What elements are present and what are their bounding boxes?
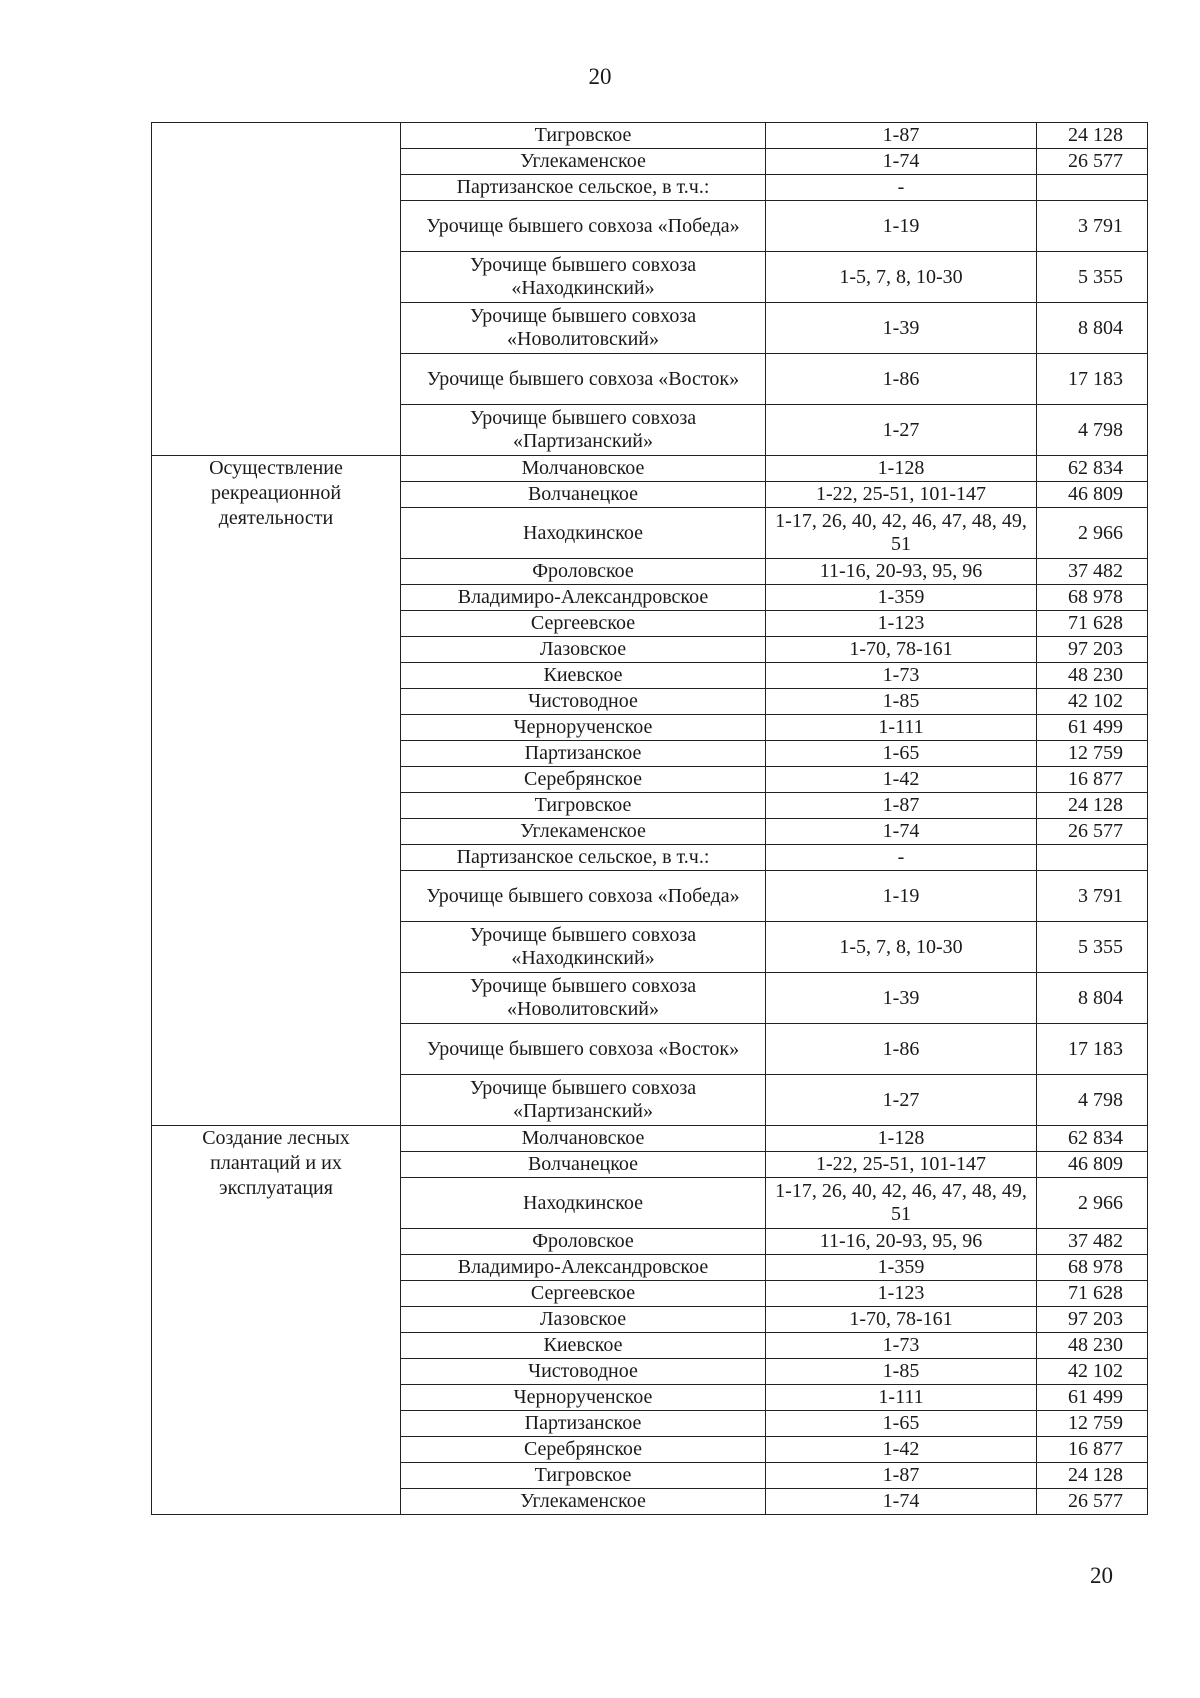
area-cell: 17 183 (1037, 354, 1148, 405)
quarter-numbers-cell: 1-22, 25-51, 101-147 (766, 1152, 1037, 1178)
forestry-name-cell: Урочище бывшего совхоза «Партизанский» (401, 405, 766, 456)
forestry-name-cell: Находкинское (401, 1178, 766, 1229)
area-cell: 48 230 (1037, 1333, 1148, 1359)
quarter-numbers-cell: 1-73 (766, 1333, 1037, 1359)
quarter-numbers-cell: 1-27 (766, 1075, 1037, 1126)
area-cell: 46 809 (1037, 1152, 1148, 1178)
quarter-numbers-cell: 1-17, 26, 40, 42, 46, 47, 48, 49, 51 (766, 508, 1037, 559)
area-cell: 97 203 (1037, 637, 1148, 663)
forestry-name-cell: Волчанецкое (401, 1152, 766, 1178)
forestry-name-cell: Чернорученское (401, 715, 766, 741)
forestry-name-cell: Урочище бывшего совхоза «Победа» (401, 871, 766, 922)
quarter-numbers-cell: 1-19 (766, 201, 1037, 252)
forestry-name-cell: Киевское (401, 663, 766, 689)
forestry-name-cell: Фроловское (401, 559, 766, 585)
quarter-numbers-cell: 1-359 (766, 585, 1037, 611)
forestry-name-cell: Урочище бывшего совхоза «Восток» (401, 354, 766, 405)
quarter-numbers-cell: 1-27 (766, 405, 1037, 456)
area-cell: 8 804 (1037, 303, 1148, 354)
area-cell: 12 759 (1037, 1411, 1148, 1437)
quarter-numbers-cell: 1-19 (766, 871, 1037, 922)
table-row (152, 1126, 1148, 1152)
quarter-numbers-cell: 1-123 (766, 611, 1037, 637)
area-cell: 4 798 (1037, 1075, 1148, 1126)
forestry-name-cell: Фроловское (401, 1229, 766, 1255)
quarter-numbers-cell: 1-39 (766, 973, 1037, 1024)
forestry-name-cell: Лазовское (401, 637, 766, 663)
area-cell: 17 183 (1037, 1024, 1148, 1075)
activity-type-cell (152, 456, 401, 1126)
area-cell: 2 966 (1037, 1178, 1148, 1229)
area-cell: 4 798 (1037, 405, 1148, 456)
area-cell: 8 804 (1037, 973, 1148, 1024)
table-row (152, 123, 1148, 149)
forestry-name-cell: Чистоводное (401, 1359, 766, 1385)
activity-type-label: Создание лесных плантаций и их эксплуатация (202, 1127, 350, 1199)
forestry-name-cell: Тигровское (401, 793, 766, 819)
quarter-numbers-cell: 1-128 (766, 1126, 1037, 1152)
forestry-name-cell: Тигровское (401, 123, 766, 149)
forestry-name-cell: Лазовское (401, 1307, 766, 1333)
forestry-name-cell: Урочище бывшего совхоза «Партизанский» (401, 1075, 766, 1126)
area-cell: 42 102 (1037, 1359, 1148, 1385)
forestry-name-cell: Партизанское сельское, в т.ч.: (401, 175, 766, 201)
area-cell (1037, 845, 1148, 871)
quarter-numbers-cell: 1-17, 26, 40, 42, 46, 47, 48, 49, 51 (766, 1178, 1037, 1229)
forestry-name-cell: Чернорученское (401, 1385, 766, 1411)
area-cell: 48 230 (1037, 663, 1148, 689)
forestry-name-cell: Сергеевское (401, 1281, 766, 1307)
quarter-numbers-cell: 1-111 (766, 1385, 1037, 1411)
quarter-numbers-cell: 1-85 (766, 1359, 1037, 1385)
quarter-numbers-cell: 1-70, 78-161 (766, 637, 1037, 663)
activity-type-label: Осуществление рекреационной деятельности (209, 457, 343, 529)
forestry-name-cell: Молчановское (401, 1126, 766, 1152)
forestry-name-cell: Урочище бывшего совхоза «Победа» (401, 201, 766, 252)
area-cell: 71 628 (1037, 1281, 1148, 1307)
quarter-numbers-cell: 1-22, 25-51, 101-147 (766, 482, 1037, 508)
area-cell: 24 128 (1037, 793, 1148, 819)
area-cell: 46 809 (1037, 482, 1148, 508)
area-cell: 68 978 (1037, 585, 1148, 611)
quarter-numbers-cell: - (766, 175, 1037, 201)
forestry-name-cell: Молчановское (401, 456, 766, 482)
area-cell: 16 877 (1037, 767, 1148, 793)
area-cell: 24 128 (1037, 123, 1148, 149)
area-cell: 71 628 (1037, 611, 1148, 637)
area-cell: 68 978 (1037, 1255, 1148, 1281)
quarter-numbers-cell: 1-111 (766, 715, 1037, 741)
table-row (152, 456, 1148, 482)
quarter-numbers-cell: 1-42 (766, 767, 1037, 793)
area-cell: 5 355 (1037, 252, 1148, 303)
quarter-numbers-cell: 1-86 (766, 1024, 1037, 1075)
area-cell: 26 577 (1037, 819, 1148, 845)
forestry-name-cell: Находкинское (401, 508, 766, 559)
forestry-name-cell: Серебрянское (401, 1437, 766, 1463)
area-cell: 12 759 (1037, 741, 1148, 767)
table-body (152, 123, 1148, 1515)
forestry-name-cell: Тигровское (401, 1463, 766, 1489)
quarter-numbers-cell: 1-123 (766, 1281, 1037, 1307)
area-cell: 26 577 (1037, 149, 1148, 175)
page-number-top: 20 (588, 64, 612, 89)
activity-type-cell (152, 123, 401, 456)
quarter-numbers-cell: 1-65 (766, 1411, 1037, 1437)
area-cell: 37 482 (1037, 1229, 1148, 1255)
quarter-numbers-cell: 1-5, 7, 8, 10-30 (766, 922, 1037, 973)
forestry-name-cell: Урочище бывшего совхоза «Находкинский» (401, 922, 766, 973)
forestry-name-cell: Углекаменское (401, 149, 766, 175)
area-cell: 62 834 (1037, 456, 1148, 482)
area-cell: 3 791 (1037, 871, 1148, 922)
forestry-name-cell: Урочище бывшего совхоза «Находкинский» (401, 252, 766, 303)
forestry-name-cell: Партизанское сельское, в т.ч.: (401, 845, 766, 871)
forestry-name-cell: Углекаменское (401, 819, 766, 845)
area-cell: 16 877 (1037, 1437, 1148, 1463)
area-cell: 61 499 (1037, 715, 1148, 741)
area-cell: 61 499 (1037, 1385, 1148, 1411)
quarter-numbers-cell: 1-74 (766, 149, 1037, 175)
forestry-name-cell: Партизанское (401, 1411, 766, 1437)
quarter-numbers-cell: 1-87 (766, 1463, 1037, 1489)
forestry-name-cell: Владимиро-Александровское (401, 585, 766, 611)
area-cell: 37 482 (1037, 559, 1148, 585)
quarter-numbers-cell: 1-128 (766, 456, 1037, 482)
forestry-name-cell: Чистоводное (401, 689, 766, 715)
quarter-numbers-cell: - (766, 845, 1037, 871)
forestry-name-cell: Партизанское (401, 741, 766, 767)
forestry-name-cell: Владимиро-Александровское (401, 1255, 766, 1281)
forestry-name-cell: Волчанецкое (401, 482, 766, 508)
quarter-numbers-cell: 1-359 (766, 1255, 1037, 1281)
area-cell: 2 966 (1037, 508, 1148, 559)
quarter-numbers-cell: 1-74 (766, 1489, 1037, 1515)
quarter-numbers-cell: 1-65 (766, 741, 1037, 767)
quarter-numbers-cell: 1-70, 78-161 (766, 1307, 1037, 1333)
forestry-name-cell: Урочище бывшего совхоза «Новолитовский» (401, 973, 766, 1024)
quarter-numbers-cell: 11-16, 20-93, 95, 96 (766, 559, 1037, 585)
quarter-numbers-cell: 1-39 (766, 303, 1037, 354)
quarter-numbers-cell: 1-5, 7, 8, 10-30 (766, 252, 1037, 303)
quarter-numbers-cell: 1-74 (766, 819, 1037, 845)
area-cell: 5 355 (1037, 922, 1148, 973)
activity-type-cell (152, 1126, 401, 1515)
forestry-name-cell: Сергеевское (401, 611, 766, 637)
forestry-name-cell: Серебрянское (401, 767, 766, 793)
quarter-numbers-cell: 1-42 (766, 1437, 1037, 1463)
area-cell: 42 102 (1037, 689, 1148, 715)
quarter-numbers-cell: 1-86 (766, 354, 1037, 405)
area-cell: 3 791 (1037, 201, 1148, 252)
area-cell: 24 128 (1037, 1463, 1148, 1489)
quarter-numbers-cell: 11-16, 20-93, 95, 96 (766, 1229, 1037, 1255)
forestry-name-cell: Урочище бывшего совхоза «Новолитовский» (401, 303, 766, 354)
quarter-numbers-cell: 1-85 (766, 689, 1037, 715)
area-cell: 97 203 (1037, 1307, 1148, 1333)
forest-activity-table (151, 122, 1148, 1515)
area-cell: 62 834 (1037, 1126, 1148, 1152)
area-cell (1037, 175, 1148, 201)
forestry-name-cell: Киевское (401, 1333, 766, 1359)
area-cell: 26 577 (1037, 1489, 1148, 1515)
forestry-name-cell: Углекаменское (401, 1489, 766, 1515)
quarter-numbers-cell: 1-87 (766, 793, 1037, 819)
forestry-name-cell: Урочище бывшего совхоза «Восток» (401, 1024, 766, 1075)
quarter-numbers-cell: 1-87 (766, 123, 1037, 149)
quarter-numbers-cell: 1-73 (766, 663, 1037, 689)
page-number-bottom: 20 (1090, 1563, 1113, 1588)
